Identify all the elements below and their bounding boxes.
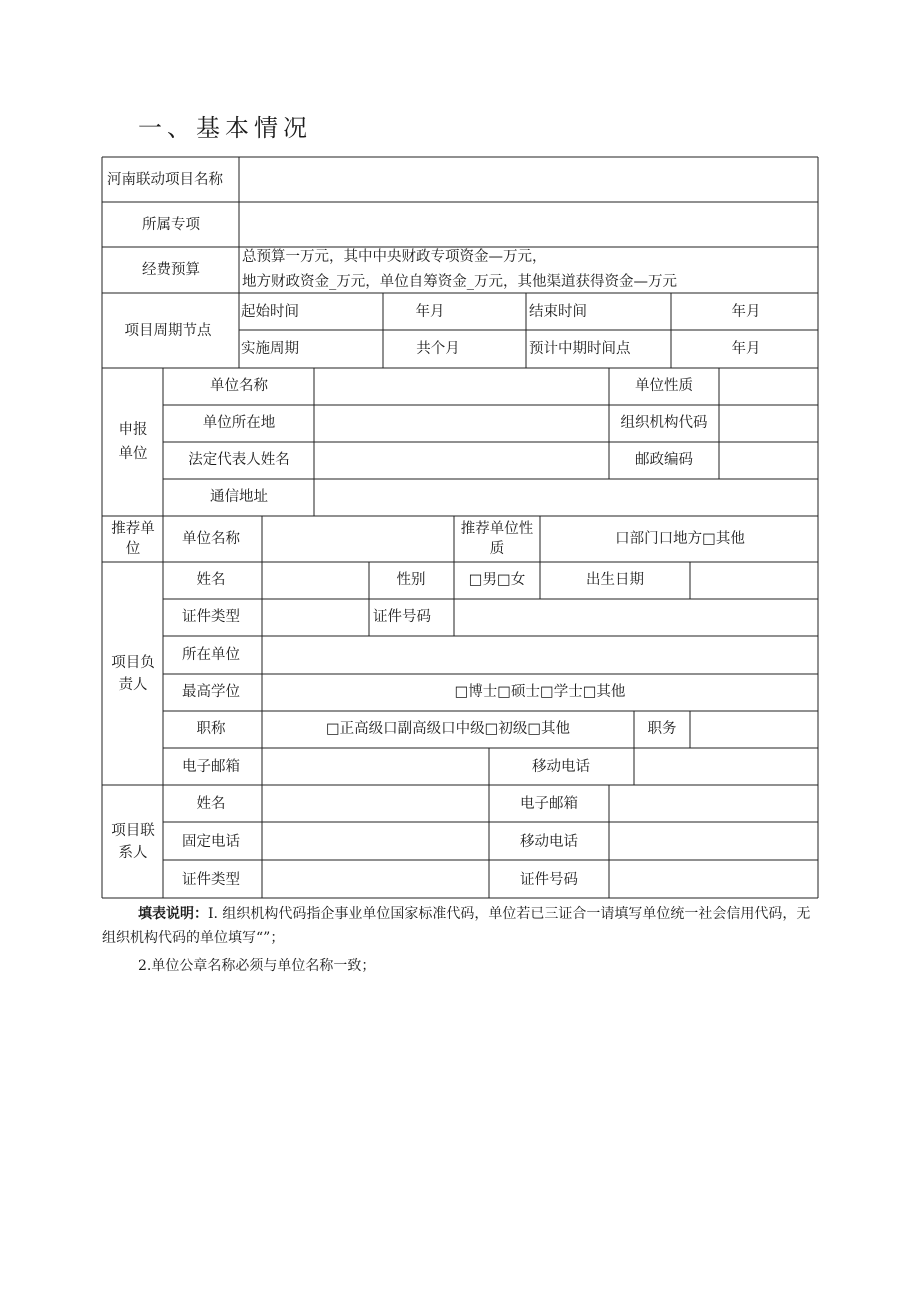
contact-email-label: 电子邮箱 [520, 796, 578, 812]
budget-line-1[interactable]: 总预算一万元，其中中央财政专项资金—万元， [242, 249, 547, 265]
unit-name-label: 单位名称 [210, 378, 268, 394]
leader-birth-label: 出生日期 [586, 572, 644, 588]
note-item-2: 2.单位公章名称必须与单位名称一致； [138, 958, 376, 974]
impl-period-label: 实施周期 [241, 341, 299, 357]
leader-post-label: 职务 [647, 721, 677, 737]
leader-unit-label: 所在单位 [182, 647, 240, 663]
postal-code-label: 邮政编码 [635, 452, 693, 468]
leader-degree-options[interactable]: □博士□硕士□学士□其他 [454, 684, 626, 700]
start-time-field[interactable]: 年月 [415, 304, 445, 320]
contact-id-type-label: 证件类型 [182, 872, 240, 888]
rec-unit-nature-options[interactable]: 口部门口地方□其他 [615, 531, 745, 547]
contact-phone-label: 固定电话 [182, 834, 240, 850]
address-label: 通信地址 [210, 489, 268, 505]
section-title: 一、基本情况 [138, 114, 312, 142]
impl-period-field[interactable]: 共个月 [416, 341, 460, 357]
legal-rep-label: 法定代表人姓名 [188, 452, 290, 468]
contact-label: 项目联系人 [111, 823, 155, 861]
applicant-label: 申报单位 [118, 422, 148, 462]
rec-unit-name-label: 单位名称 [182, 531, 240, 547]
org-code-label: 组织机构代码 [620, 415, 708, 431]
leader-mobile-label: 移动电话 [532, 759, 590, 775]
fill-notes [102, 902, 818, 950]
budget-line-2[interactable]: 地方财政资金_万元，单位自筹资金_万元，其他渠道获得资金—万元 [242, 274, 677, 290]
leader-id-no-label: 证件号码 [373, 609, 431, 625]
midterm-label: 预计中期时间点 [529, 341, 631, 357]
end-time-field[interactable]: 年月 [731, 304, 761, 320]
leader-name-label: 姓名 [196, 572, 226, 588]
leader-gender-options[interactable]: □男□女 [468, 572, 526, 588]
leader-title-label: 职称 [196, 721, 226, 737]
note-item-1: I. 组织机构代码指企事业单位国家标准代码，单位若已三证合一请填写单位统一社会信用代码，无组织机构代码的单位填写“”； [102, 906, 811, 946]
special-label: 所属专项 [142, 217, 200, 233]
notes-prefix: 填表说明： [138, 906, 208, 922]
midterm-field[interactable]: 年月 [731, 341, 761, 357]
contact-name-label: 姓名 [196, 796, 226, 812]
contact-mobile-label: 移动电话 [520, 834, 578, 850]
project-name-label: 河南联动项目名称 [107, 172, 223, 188]
leader-gender-label: 性别 [396, 572, 426, 588]
unit-location-label: 单位所在地 [202, 415, 276, 431]
leader-title-options[interactable]: □正高级口副高级口中级□初级□其他 [325, 721, 571, 737]
leader-label: 项目负责人 [111, 655, 155, 693]
start-time-label: 起始时间 [241, 304, 299, 320]
cycle-label: 项目周期节点 [124, 323, 212, 339]
leader-email-label: 电子邮箱 [182, 759, 240, 775]
rec-unit-nature-label: 推荐单位性质 [460, 521, 534, 557]
end-time-label: 结束时间 [529, 304, 587, 320]
budget-label: 经费预算 [142, 262, 200, 278]
leader-id-type-label: 证件类型 [182, 609, 240, 625]
recommender-label: 推荐单位 [111, 521, 155, 557]
unit-nature-label: 单位性质 [635, 378, 693, 394]
leader-degree-label: 最高学位 [182, 684, 240, 700]
contact-id-no-label: 证件号码 [520, 872, 578, 888]
